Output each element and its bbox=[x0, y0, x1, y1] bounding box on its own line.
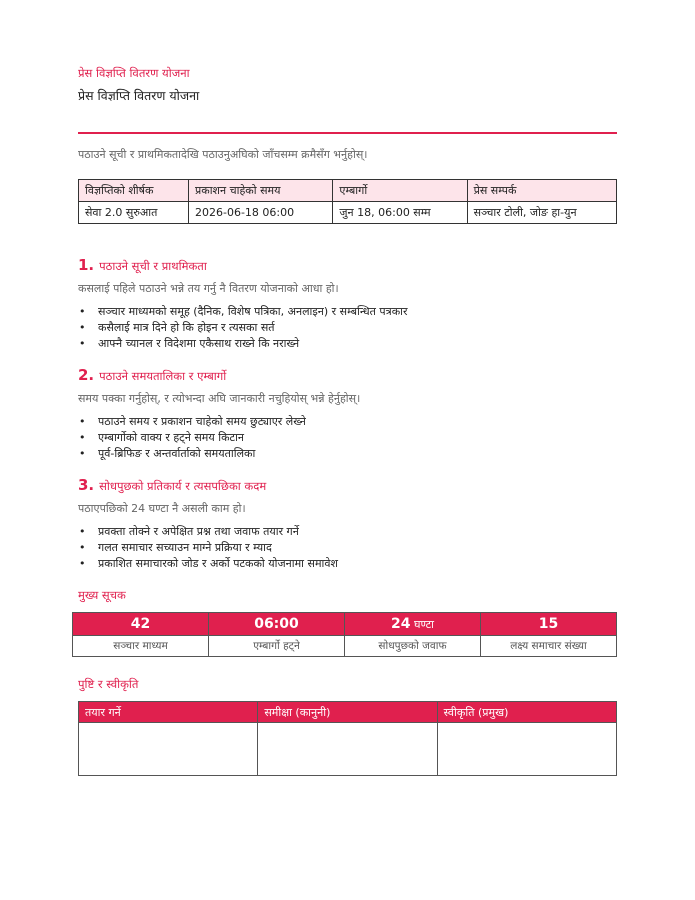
list-item: • सञ्चार माध्यमको समूह (दैनिक, विशेष पत्रिका, अनलाइन) र सम्बन्धित पत्रकार bbox=[79, 305, 408, 318]
approval-column-head-approval: स्वीकृति (प्रमुख) bbox=[437, 702, 616, 723]
approval-header-row bbox=[79, 702, 617, 723]
kpi-value-media: 42 bbox=[73, 613, 209, 636]
bullet-list bbox=[78, 414, 617, 462]
section-3 bbox=[78, 476, 617, 572]
section-number: 3. bbox=[78, 476, 95, 494]
section-number: 1. bbox=[78, 256, 95, 274]
bullet-list bbox=[78, 304, 617, 352]
signature-box-head-approval[interactable] bbox=[437, 723, 616, 776]
list-item: • आफ्नै च्यानल र विदेशमा एकैसाथ राख्ने कि नराख्ने bbox=[79, 337, 300, 350]
kpi-label-media: सञ्चार माध्यम bbox=[73, 636, 209, 657]
kpi-heading: मुख्य सूचक bbox=[78, 588, 126, 602]
table-header-row bbox=[79, 180, 617, 202]
header-cell-publish-time: प्रकाशन चाहेको समय bbox=[188, 180, 332, 202]
kpi-value-row bbox=[73, 613, 617, 636]
bullet-icon: • bbox=[79, 525, 86, 538]
bullet-icon: • bbox=[79, 305, 86, 318]
list-item: • पठाउने समय र प्रकाशन चाहेको समय छुट्याएर लेख्ने bbox=[79, 415, 306, 428]
document-intro: पठाउने सूची र प्राथमिकतादेखि पठाउनुअघिको जाँचसम्म क्रमैसँग भर्नुहोस्। bbox=[78, 148, 368, 161]
cell-publish-time: 2026-06-18 06:00 bbox=[188, 202, 332, 224]
list-item: • एम्बार्गोको वाक्य र हट्ने समय किटान bbox=[79, 431, 245, 444]
list-item: • प्रवक्ता तोक्ने र अपेक्षित प्रश्न तथा जवाफ तयार गर्ने bbox=[79, 525, 299, 538]
bullet-list bbox=[78, 524, 617, 572]
section-number: 2. bbox=[78, 366, 95, 384]
bullet-icon: • bbox=[79, 321, 86, 334]
kpi-value-embargo: 06:00 bbox=[209, 613, 345, 636]
section-heading bbox=[78, 366, 617, 384]
document-title: प्रेस विज्ञप्ति वितरण योजना bbox=[78, 88, 200, 103]
list-item: • कसैलाई मात्र दिने हो कि होइन र त्यसका सर्त bbox=[79, 321, 275, 334]
section-heading bbox=[78, 476, 617, 494]
bullet-icon: • bbox=[79, 447, 86, 460]
signature-box-preparer[interactable] bbox=[79, 723, 258, 776]
section-title: पठाउने समयतालिका र एम्बार्गो bbox=[99, 369, 227, 383]
approval-heading: पुष्टि र स्वीकृति bbox=[78, 677, 139, 691]
approval-column-legal-review: समीक्षा (कानुनी) bbox=[258, 702, 437, 723]
cell-embargo: जुन 18, 06:00 सम्म bbox=[333, 202, 467, 224]
kpi-table bbox=[72, 612, 617, 657]
section-1 bbox=[78, 256, 617, 352]
section-intro: कसलाई पहिले पठाउने भन्ने तय गर्नु नै वितरण योजनाको आधा हो। bbox=[78, 282, 339, 295]
list-item: • पूर्व-ब्रिफिङ र अन्तर्वार्ताको समयतालिका bbox=[79, 447, 256, 460]
bullet-icon: • bbox=[79, 337, 86, 350]
kpi-label-response: सोधपुछको जवाफ bbox=[345, 636, 481, 657]
section-title: पठाउने सूची र प्राथमिकता bbox=[99, 259, 207, 273]
section-intro: समय पक्का गर्नुहोस्, र त्योभन्दा अघि जानकारी नचुहियोस् भन्ने हेर्नुहोस्। bbox=[78, 392, 361, 405]
kpi-value-response: 24 घण्टा bbox=[345, 613, 481, 636]
approval-column-preparer: तयार गर्ने bbox=[79, 702, 258, 723]
approval-table bbox=[78, 701, 617, 776]
divider bbox=[78, 132, 617, 134]
approval-sign-row bbox=[79, 723, 617, 776]
table-row bbox=[79, 202, 617, 224]
cell-contact: सञ्चार टोली, जोङ हा-युन bbox=[467, 202, 616, 224]
cell-title: सेवा 2.0 सुरुआत bbox=[79, 202, 189, 224]
section-2 bbox=[78, 366, 617, 462]
kpi-label-target: लक्ष्य समाचार संख्या bbox=[481, 636, 617, 657]
header-cell-contact: प्रेस सम्पर्क bbox=[467, 180, 616, 202]
kpi-label-row bbox=[73, 636, 617, 657]
release-info-table bbox=[78, 179, 617, 224]
bullet-icon: • bbox=[79, 431, 86, 444]
signature-box-legal-review[interactable] bbox=[258, 723, 437, 776]
list-item: • गलत समाचार सच्याउन माग्ने प्रक्रिया र म्याद bbox=[79, 541, 272, 554]
kpi-value-target: 15 bbox=[481, 613, 617, 636]
kpi-label-embargo: एम्बार्गो हट्ने bbox=[209, 636, 345, 657]
document-kicker: प्रेस विज्ञप्ति वितरण योजना bbox=[78, 66, 190, 80]
section-intro: पठाएपछिको 24 घण्टा नै असली काम हो। bbox=[78, 502, 246, 515]
bullet-icon: • bbox=[79, 415, 86, 428]
bullet-icon: • bbox=[79, 557, 86, 570]
header-cell-embargo: एम्बार्गो bbox=[333, 180, 467, 202]
bullet-icon: • bbox=[79, 541, 86, 554]
section-title: सोधपुछको प्रतिकार्य र त्यसपछिका कदम bbox=[99, 479, 267, 493]
list-item: • प्रकाशित समाचारको जोड र अर्को पटकको योजनामा समावेश bbox=[79, 557, 338, 570]
section-heading bbox=[78, 256, 617, 274]
header-cell-title: विज्ञप्तिको शीर्षक bbox=[79, 180, 189, 202]
